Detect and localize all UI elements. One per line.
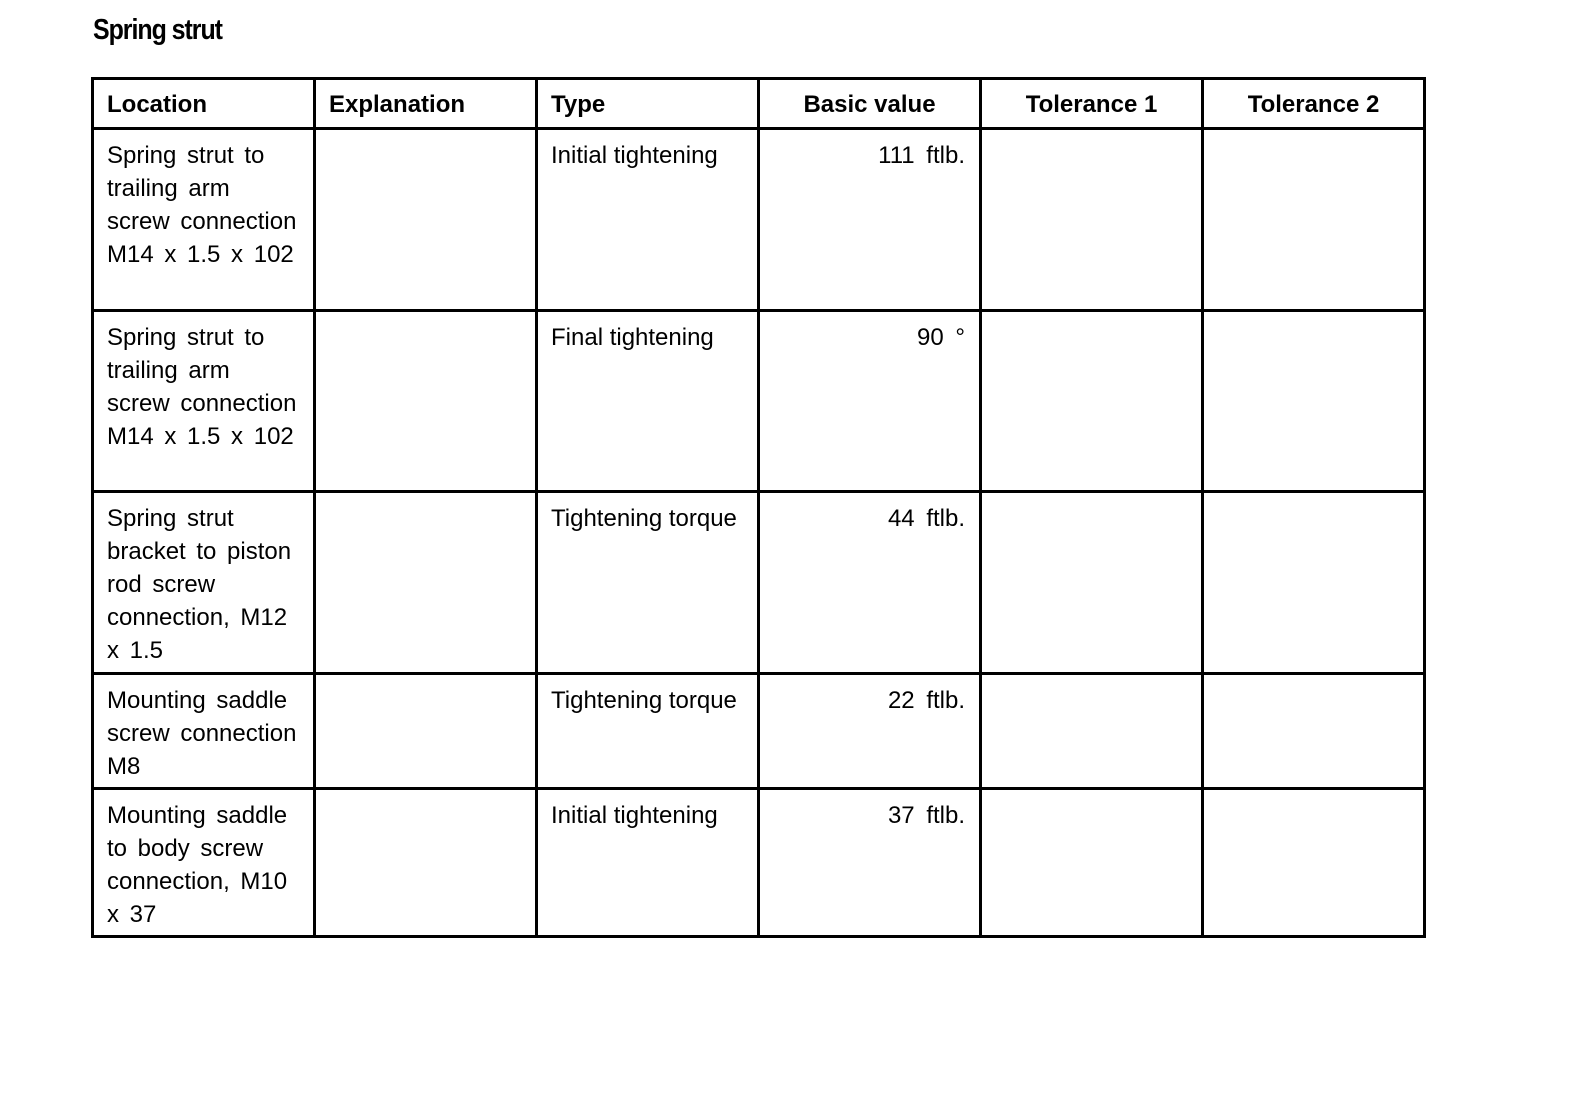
table-row: [93, 129, 1425, 311]
cell-location: Mounting saddle screw connection M8: [93, 674, 315, 789]
cell-tolerance-2: [1203, 311, 1425, 492]
cell-explanation: [315, 789, 537, 937]
cell-location: Mounting saddle to body screw connection, M10 x 37: [93, 789, 315, 937]
cell-type: Final tightening: [537, 311, 759, 492]
cell-explanation: [315, 492, 537, 674]
cell-location: Spring strut to trailing arm screw connection M14 x 1.5 x 102: [93, 129, 315, 311]
cell-tolerance-2: [1203, 492, 1425, 674]
table-row: [93, 789, 1425, 937]
cell-type: Initial tightening: [537, 129, 759, 311]
cell-basic-value: 90 °: [759, 311, 981, 492]
cell-basic-value: 37 ftlb.: [759, 789, 981, 937]
torque-spec-table: [91, 77, 1426, 938]
cell-tolerance-1: [981, 311, 1203, 492]
header-basic-value: Basic value: [759, 79, 981, 129]
table-header-row: [93, 79, 1425, 129]
cell-explanation: [315, 311, 537, 492]
cell-basic-value: 44 ftlb.: [759, 492, 981, 674]
cell-location: Spring strut to trailing arm screw connection M14 x 1.5 x 102: [93, 311, 315, 492]
header-location: Location: [93, 79, 315, 129]
header-tolerance-1: Tolerance 1: [981, 79, 1203, 129]
header-explanation: Explanation: [315, 79, 537, 129]
cell-location: Spring strut bracket to piston rod screw connection, M12 x 1.5: [93, 492, 315, 674]
cell-tolerance-1: [981, 674, 1203, 789]
cell-type: Tightening torque: [537, 492, 759, 674]
table-row: [93, 674, 1425, 789]
cell-basic-value: 22 ftlb.: [759, 674, 981, 789]
cell-explanation: [315, 129, 537, 311]
cell-tolerance-2: [1203, 789, 1425, 937]
table-row: [93, 311, 1425, 492]
header-type: Type: [537, 79, 759, 129]
cell-type: Initial tightening: [537, 789, 759, 937]
table-row: [93, 492, 1425, 674]
cell-tolerance-2: [1203, 129, 1425, 311]
cell-tolerance-1: [981, 129, 1203, 311]
cell-tolerance-1: [981, 492, 1203, 674]
page-title: Spring strut: [93, 14, 222, 46]
cell-explanation: [315, 674, 537, 789]
cell-basic-value: 111 ftlb.: [759, 129, 981, 311]
cell-type: Tightening torque: [537, 674, 759, 789]
cell-tolerance-2: [1203, 674, 1425, 789]
header-tolerance-2: Tolerance 2: [1203, 79, 1425, 129]
cell-tolerance-1: [981, 789, 1203, 937]
